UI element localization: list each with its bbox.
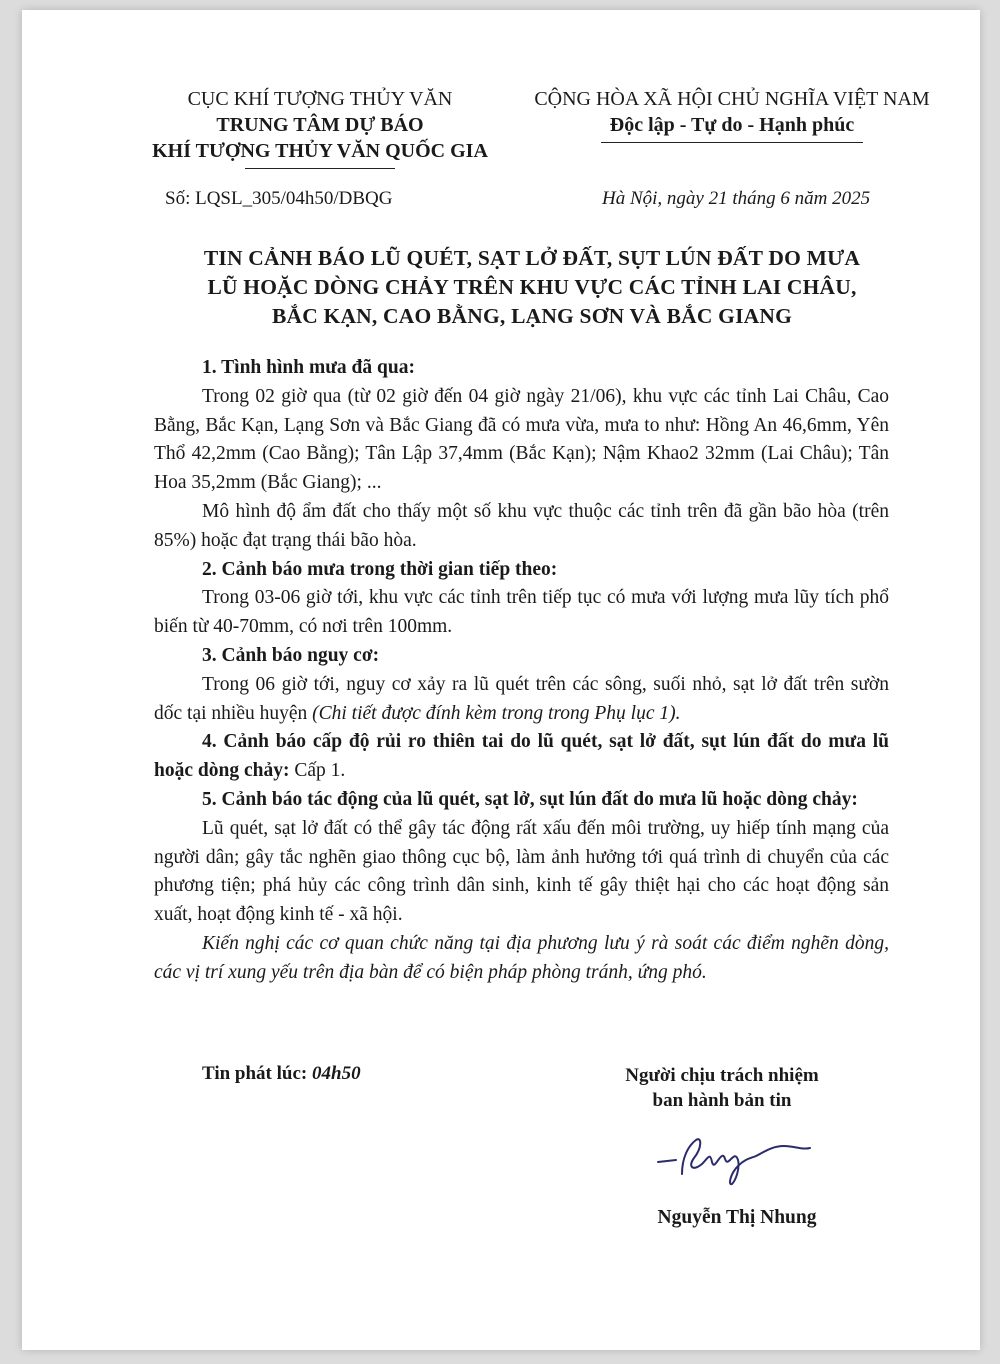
signatory-title	[607, 1063, 837, 1113]
section-2-heading: 2. Cảnh báo mưa trong thời gian tiếp theo:	[202, 558, 558, 580]
section-2-paragraph-1: Trong 03-06 giờ tới, khu vực các tỉnh trên tiếp tục có mưa với lượng mưa lũy tích phổ biến từ 40-70mm, có nơi trên 100mm.	[154, 587, 889, 638]
section-3-text: Trong 06 giờ tới, nguy cơ xảy ra lũ quét trên các sông, suối nhỏ, sạt lở đất trên sườn dốc tại nhiều huyện	[154, 673, 889, 724]
section-5-recommendation: Kiến nghị các cơ quan chức năng tại địa phương lưu ý rà soát các điểm nghẽn dòng, các vị trí xung yếu trên địa bàn để có biện pháp phòng tránh, ứng phó.	[154, 932, 889, 983]
section-5-paragraph-1: Lũ quét, sạt lở đất có thể gây tác động rất xấu đến môi trường, uy hiếp tính mạng của người dân; gây tắc nghẽn giao thông cục bộ, làm ảnh hưởng tới quá trình di chuyển của các phương tiện; phá hủy các công trình dân sinh, kinh tế gây thiệt hại cho các hoạt động sản xuất, hoạt động kinh tế - xã hội.	[154, 817, 889, 926]
country-name: CỘNG HÒA XÃ HỘI CHỦ NGHĨA VIỆT NAM	[534, 88, 930, 110]
issue-time-label: Tin phát lúc:	[202, 1063, 312, 1084]
section-3-paragraph-1	[154, 671, 889, 729]
section-4-paragraph	[154, 728, 889, 786]
section-4-heading: 4. Cảnh báo cấp độ rủi ro thiên tai do lũ quét, sạt lở đất, sụt lún đất do mưa lũ hoặc dòng chảy:	[154, 731, 889, 782]
motto-underline	[601, 142, 863, 143]
signer-name: Nguyễn Thị Nhung	[657, 1207, 817, 1228]
national-motto: Độc lập - Tự do - Hạnh phúc	[609, 114, 855, 136]
issuing-agency-block	[132, 86, 508, 169]
agency-name-line3: KHÍ TƯỢNG THỦY VĂN QUỐC GIA	[152, 140, 488, 162]
issue-time-value: 04h50	[312, 1063, 361, 1084]
document-body	[154, 354, 889, 988]
document-date: Hà Nội, ngày 21 tháng 6 năm 2025	[602, 188, 871, 209]
national-header-block	[512, 86, 952, 143]
section-1-paragraph-2: Mô hình độ ẩm đất cho thấy một số khu vực thuộc các tỉnh trên đã gần bão hòa (trên 85%) hoặc đạt trạng thái bão hòa.	[154, 500, 889, 551]
section-5-heading: 5. Cảnh báo tác động của lũ quét, sạt lở, sụt lún đất do mưa lũ hoặc dòng chảy:	[202, 788, 858, 810]
section-4-risk-level: Cấp 1.	[289, 760, 346, 782]
title-line-2: LŨ HOẶC DÒNG CHẢY TRÊN KHU VỰC CÁC TỈNH LAI CHÂU,	[207, 275, 857, 299]
title-line-1: TIN CẢNH BÁO LŨ QUÉT, SẠT LỞ ĐẤT, SỤT LÚN ĐẤT DO MƯA	[203, 246, 861, 270]
agency-name-line2: TRUNG TÂM DỰ BÁO	[216, 114, 424, 136]
section-3-appendix-note: (Chi tiết được đính kèm trong trong Phụ lục 1).	[312, 702, 681, 724]
issue-time	[202, 1063, 361, 1085]
document-title	[162, 244, 902, 331]
section-3-heading: 3. Cảnh báo nguy cơ:	[202, 644, 380, 666]
signatory-title-line2: ban hành bản tin	[652, 1090, 792, 1111]
document-page	[22, 10, 980, 1350]
signatory-title-line1: Người chịu trách nhiệm	[625, 1065, 819, 1086]
agency-underline	[245, 168, 395, 169]
section-1-paragraph-1: Trong 02 giờ qua (từ 02 giờ đến 04 giờ ngày 21/06), khu vực các tỉnh Lai Châu, Cao Bằng, Bắc Kạn, Lạng Sơn và Bắc Giang đã có mưa vừa, mưa to như: Hồng An 46,6mm, Yên Thổ 42,2mm (Cao Bằng); Tân Lập 37,4mm (Bắc Kạn); Nậm Khao2 32mm (Lai Châu); Tân Hoa 35,2mm (Bắc Giang); ...	[154, 385, 889, 494]
document-number: Số: LQSL_305/04h50/DBQG	[165, 188, 393, 209]
section-1-heading: 1. Tình hình mưa đã qua:	[202, 357, 415, 378]
handwritten-signature-icon	[652, 1128, 822, 1188]
title-line-3: BẮC KẠN, CAO BẰNG, LẠNG SƠN VÀ BẮC GIANG	[271, 304, 793, 328]
agency-name-line1: CỤC KHÍ TƯỢNG THỦY VĂN	[187, 88, 453, 110]
